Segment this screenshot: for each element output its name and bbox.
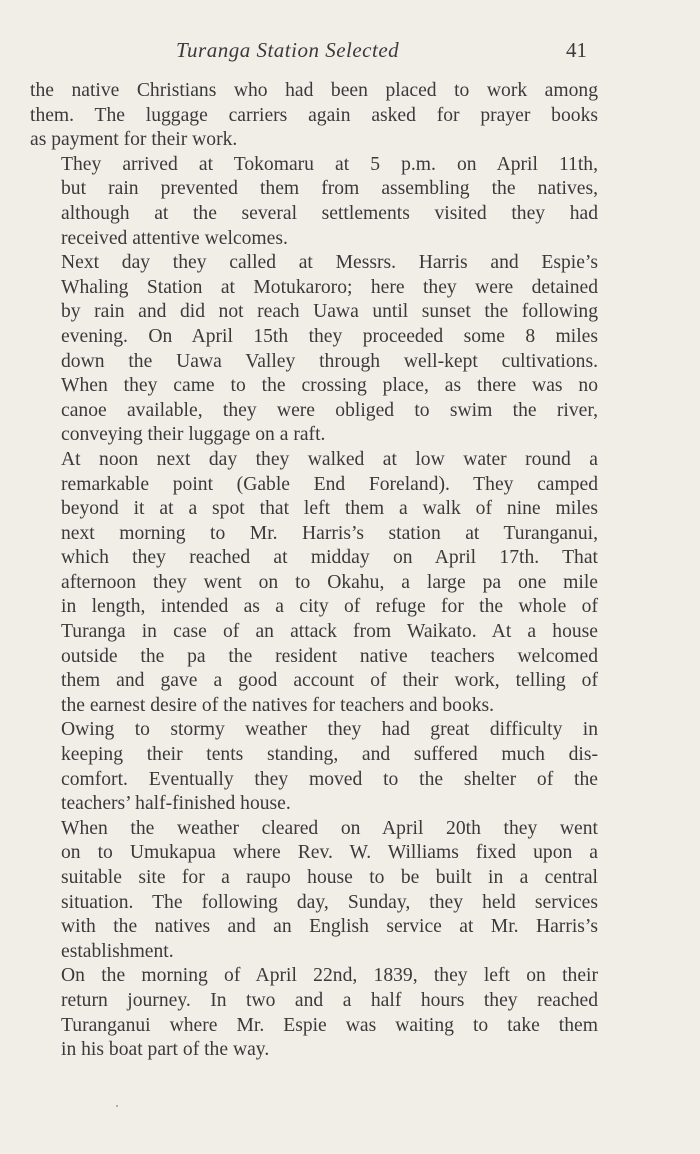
text-line: which they reached at midday on April 17th. That <box>61 547 598 569</box>
text-line: them and gave a good account of their work, telling of <box>61 670 598 692</box>
paragraph <box>30 718 598 816</box>
page-header <box>0 38 700 70</box>
text-line: as payment for their work. <box>30 129 238 151</box>
text-line: return journey. In two and a half hours they reached <box>61 989 598 1011</box>
paragraph <box>30 817 598 965</box>
text-line: although at the several settlements visited they had <box>61 202 598 224</box>
text-line: canoe available, they were obliged to swim the river, <box>61 399 598 421</box>
text-line: establishment. <box>61 940 174 962</box>
text-line: beyond it at a spot that left them a walk of nine miles <box>61 498 598 520</box>
text-line: remarkable point (Gable End Foreland). They camped <box>61 473 598 495</box>
print-speck <box>116 1105 118 1107</box>
page-number: 41 <box>566 38 587 62</box>
text-line: At noon next day they walked at low water round a <box>61 448 598 470</box>
text-line: the earnest desire of the natives for teachers and books. <box>61 694 495 716</box>
paragraph <box>30 79 598 153</box>
text-line: in his boat part of the way. <box>61 1039 270 1061</box>
text-line: When they came to the crossing place, as there was no <box>61 375 598 397</box>
running-title: Turanga Station Selected <box>176 38 400 62</box>
text-line: They arrived at Tokomaru at 5 p.m. on April 11th, <box>61 153 598 175</box>
text-line: but rain prevented them from assembling the natives, <box>61 178 598 200</box>
text-line: next morning to Mr. Harris’s station at Turanganui, <box>61 522 598 544</box>
text-line: down the Uawa Valley through well-kept cultivations. <box>61 350 598 372</box>
text-line: Whaling Station at Motukaroro; here they were detained <box>61 276 598 298</box>
text-line: in length, intended as a city of refuge for the whole of <box>61 596 598 618</box>
text-line: afternoon they went on to Okahu, a large pa one mile <box>61 571 598 593</box>
text-line: On the morning of April 22nd, 1839, they left on their <box>61 965 598 987</box>
text-line: the native Christians who had been placed to work among <box>30 80 598 101</box>
text-line: outside the pa the resident native teachers welcomed <box>61 645 598 667</box>
text-line: situation. The following day, Sunday, they held services <box>61 891 598 913</box>
text-line: comfort. Eventually they moved to the shelter of the <box>61 768 598 790</box>
text-line: them. The luggage carriers again asked for prayer books <box>30 104 598 126</box>
text-line: by rain and did not reach Uawa until sunset the following <box>61 301 598 323</box>
text-line: on to Umukapua where Rev. W. Williams fixed upon a <box>61 842 598 864</box>
text-line: Turanga in case of an attack from Waikato. At a house <box>61 621 598 643</box>
paragraph <box>30 964 598 1062</box>
text-line: suitable site for a raupo house to be built in a central <box>61 867 598 888</box>
text-line: Next day they called at Messrs. Harris and Espie’s <box>61 252 598 274</box>
body-text <box>30 79 598 1063</box>
text-line: Owing to stormy weather they had great difficulty in <box>61 719 598 741</box>
text-line: When the weather cleared on April 20th they went <box>61 817 598 839</box>
paragraph <box>30 251 598 448</box>
text-line: with the natives and an English service at Mr. Harris’s <box>61 916 598 938</box>
text-line: teachers’ half-finished house. <box>61 793 291 815</box>
paragraph <box>30 153 598 251</box>
paragraph <box>30 448 598 719</box>
text-line: Turanganui where Mr. Espie was waiting to take them <box>61 1014 598 1036</box>
text-line: received attentive welcomes. <box>61 227 288 249</box>
text-line: evening. On April 15th they proceeded some 8 miles <box>61 325 598 347</box>
text-line: keeping their tents standing, and suffered much dis- <box>61 744 598 766</box>
text-line: conveying their luggage on a raft. <box>61 424 326 446</box>
